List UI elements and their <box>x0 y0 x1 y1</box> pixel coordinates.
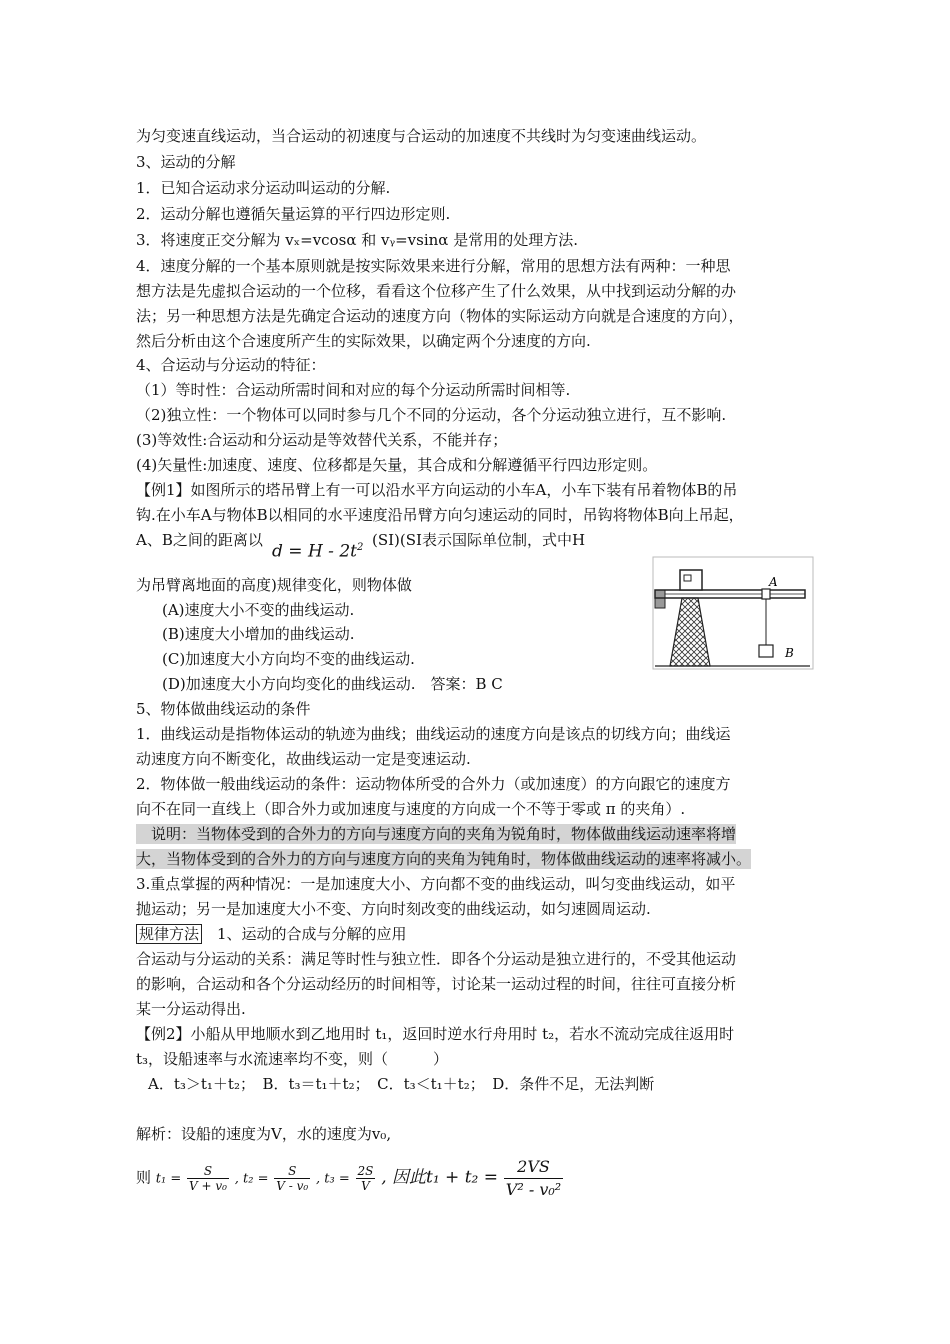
object-b <box>759 645 773 657</box>
text-line: 向不在同一直线上（即合外力或加速度与速度的方向成一个不等于零或 π 的夹角）. <box>136 800 686 818</box>
text-line: 钩.在小车A与物体B以相同的水平速度沿吊臂方向匀速运动的同时，吊钩将物体B向上吊起， <box>136 506 744 524</box>
fraction-denominator: V - v₀ <box>276 1179 309 1193</box>
text-fragment: A、B之间的距离以 <box>136 531 263 549</box>
text-line: 1．曲线运动是指物体运动的轨迹为曲线；曲线运动的速度方向是该点的切线方向；曲线运 <box>136 725 731 743</box>
text-line: 合运动与分运动的关系：满足等时性与独立性．即各个分运动是独立进行的，不受其他运动 <box>136 950 737 968</box>
text-line: 然后分析由这个合速度所产生的实际效果，以确定两个分速度的方向. <box>136 332 591 350</box>
text-line: 2．物体做一般曲线运动的条件：运动物体所受的合外力（或加速度）的方向跟它的速度方 <box>136 775 731 793</box>
crane-tower <box>670 598 710 666</box>
option-a: (A)速度大小不变的曲线运动. <box>162 601 355 619</box>
text-line: 动速度方向不断变化，故曲线运动一定是变速运动. <box>136 750 471 768</box>
text-line: 某一分运动得出. <box>136 1000 246 1018</box>
example-1-title: 【例1】如图所示的塔吊臂上有一可以沿水平方向运动的小车A，小车下装有吊着物体B的吊 <box>136 481 738 499</box>
option-c: (C)加速度大小方向均不变的曲线运动. <box>162 650 415 668</box>
formula-prefix: 则 <box>136 1168 152 1187</box>
fraction-sum <box>504 1156 563 1201</box>
fraction-t2 <box>274 1164 310 1193</box>
fraction-numerator: S <box>274 1164 310 1179</box>
distance-formula <box>272 536 363 564</box>
option-d-answer: (D)加速度大小方向均变化的曲线运动. 答案：B C <box>162 675 503 693</box>
label-b: B <box>785 646 794 660</box>
text-line: 抛运动；另一是加速度大小不变、方向时刻改变的曲线运动，如匀速圆周运动. <box>136 900 651 918</box>
section-heading: 3、运动的分解 <box>136 153 236 171</box>
solution-formula <box>136 1156 564 1199</box>
text-line: 2．运动分解也遵循矢量运算的平行四边形定则. <box>136 205 451 223</box>
formula-rhs: = H - 2t <box>288 541 357 562</box>
text-line: 4．速度分解的一个基本原则就是按实际效果来进行分解，常用的思想方法有两种：一种思 <box>136 257 731 275</box>
fraction-numerator: S <box>187 1164 229 1179</box>
example-2-title: 【例2】小船从甲地顺水到乙地用时 t₁，返回时逆水行舟用时 t₂，若水不流动完成往返用时 <box>136 1025 735 1043</box>
text-line: （2)独立性：一个物体可以同时参与几个不同的分运动，各个分运动独立进行，互不影响. <box>136 406 727 424</box>
example-2-options: A．t₃＞t₁＋t₂； B．t₃＝t₁＋t₂； C．t₃＜t₁＋t₂； D．条件不足，无法判断 <box>148 1075 655 1093</box>
formula-exponent: 2 <box>356 542 364 553</box>
text-line: (4)矢量性:加速度、速度、位移都是矢量，其合成和分解遵循平行四边形定则。 <box>136 456 658 474</box>
text-line <box>136 530 263 550</box>
text-line: (3)等效性:合运动和分运动是等效替代关系，不能并存； <box>136 431 508 449</box>
fraction-denominator: V <box>361 1179 370 1193</box>
fraction-denominator: V² - v₀² <box>505 1180 562 1199</box>
method-heading <box>136 924 407 944</box>
counterweight <box>655 590 665 608</box>
section-heading: 5、物体做曲线运动的条件 <box>136 700 311 718</box>
method-tag: 规律方法 <box>136 924 202 944</box>
solution-intro: 解析：设船的速度为V，水的速度为v₀, <box>136 1125 392 1143</box>
text-line: 1．已知合运动求分运动叫运动的分解. <box>136 179 391 197</box>
fraction-t1 <box>187 1164 229 1193</box>
text-fragment: (SI)(SI表示国际单位制，式中H <box>372 531 586 549</box>
sum-label: , 因此t₁ + t₂ = <box>381 1167 498 1188</box>
t2-label: , t₂ = <box>234 1171 269 1187</box>
text-line: t₃，设船速率与水流速率均不变，则（ ） <box>136 1050 449 1068</box>
label-a: A <box>769 575 778 589</box>
text-line: 3．将速度正交分解为 vₓ=vcosα 和 vᵧ=vsinα 是常用的处理方法. <box>136 231 578 249</box>
fraction-numerator: 2S <box>357 1164 374 1178</box>
tower-crane-figure <box>652 556 814 670</box>
highlighted-note: 说明：当物体受到的合外力的方向与速度方向的夹角为锐角时，物体做曲线运动速率将增 <box>136 825 737 843</box>
text-line: 为匀变速直线运动，当合运动的初速度与合运动的加速度不共线时为匀变速曲线运动。 <box>136 127 707 145</box>
text-line: 3.重点掌握的两种情况：一是加速度大小、方向都不变的曲线运动，叫匀变曲线运动，如平 <box>136 875 736 893</box>
text-line: 法；另一种思想方法是先确定合运动的速度方向（物体的实际运动方向就是合速度的方向）， <box>136 307 744 325</box>
text-line: 为吊臂离地面的高度)规律变化，则物体做 <box>136 576 412 594</box>
section-heading: 4、合运动与分运动的特征： <box>136 356 326 374</box>
option-b: (B)速度大小增加的曲线运动. <box>162 625 355 643</box>
formula-d: d <box>272 541 283 562</box>
t1-label: t₁ = <box>155 1171 182 1187</box>
text-line: （1）等时性：合运动所需时间和对应的每个分运动所需时间相等. <box>136 381 571 399</box>
text-line: 想方法是先虚拟合运动的一个位移，看看这个位移产生了什么效果，从中找到运动分解的办 <box>136 282 737 300</box>
text-line: 的影响，合运动和各个分运动经历的时间相等，讨论某一运动过程的时间，往往可直接分析 <box>136 975 737 993</box>
fraction-denominator: V + v₀ <box>189 1179 227 1193</box>
highlighted-note: 大，当物体受到的合外力的方向与速度方向的夹角为钝角时，物体做曲线运动的速率将减小。 <box>136 850 752 868</box>
fraction-t3 <box>356 1164 376 1193</box>
method-title: 1、运动的合成与分解的应用 <box>202 925 407 943</box>
trolley-a <box>762 589 770 599</box>
fraction-numerator: 2VS <box>504 1156 563 1179</box>
t3-label: , t₃ = <box>316 1171 350 1187</box>
